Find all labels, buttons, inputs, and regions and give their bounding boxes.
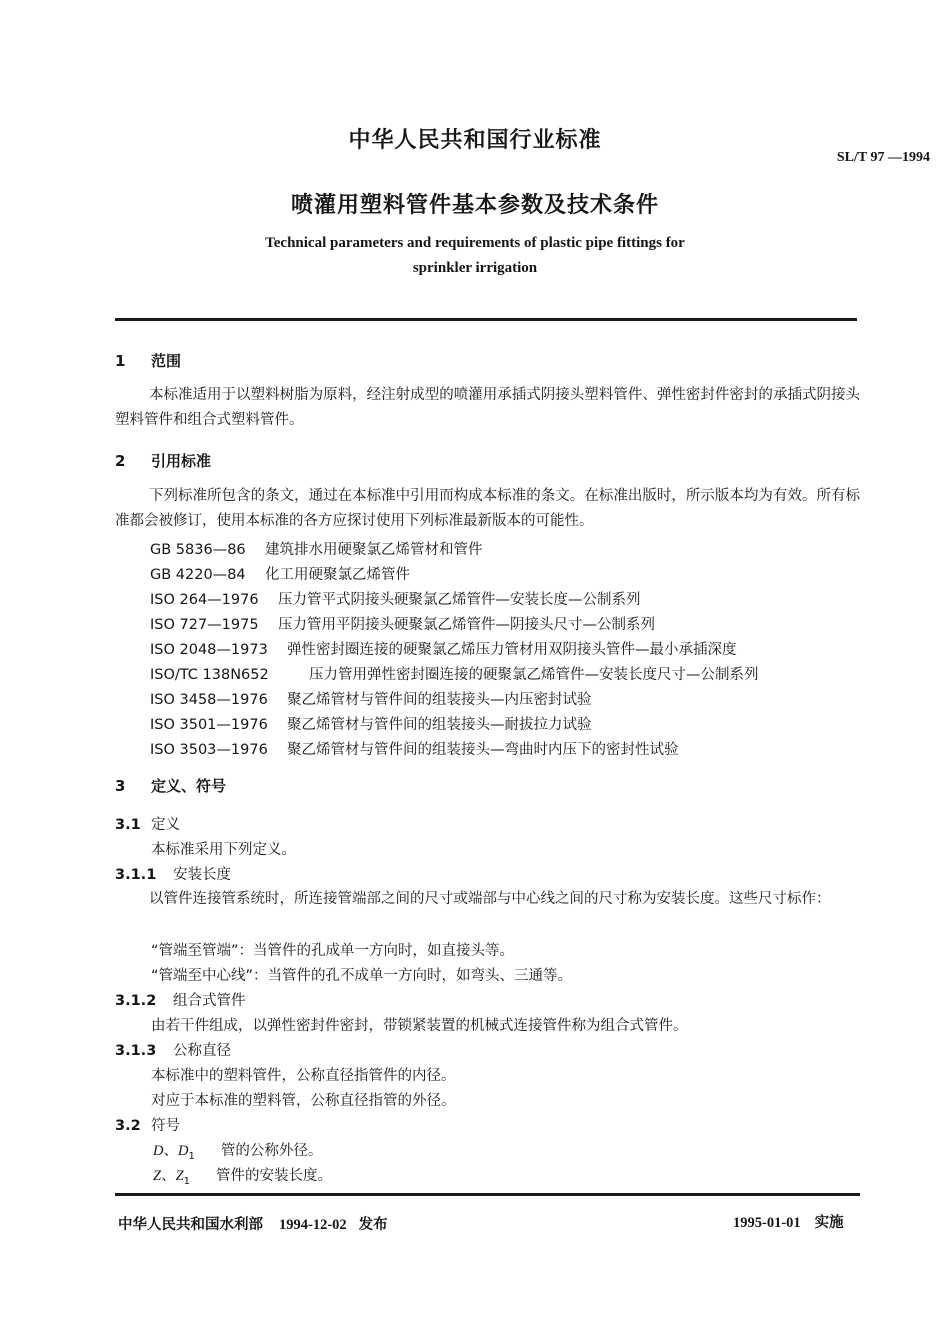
symbol-item: D、$D_1$ 管的公称外径。	[153, 1143, 323, 1162]
issue-date: 1994-12-02	[279, 1217, 347, 1233]
reference-item: ISO 2048—1973 弹性密封圈连接的硬聚氯乙烯压力管材用双阴接头管件—最小承插深度	[150, 642, 737, 658]
header-divider	[115, 318, 857, 321]
subsection-3-1-3-heading: 3.1.3 公称直径	[115, 1043, 231, 1059]
reference-item: ISO 727—1975 压力管用平阴接头硬聚氯乙烯管件—阴接头尺寸—公制系列	[150, 617, 655, 633]
section-number: 3	[115, 777, 126, 795]
reference-item: ISO 3503—1976 聚乙烯管材与管件间的组装接头—弯曲时内压下的密封性试验	[150, 742, 679, 758]
reference-item: GB 5836—86 建筑排水用硬聚氯乙烯管材和管件	[150, 542, 483, 558]
english-title-line-1: Technical parameters and requirements of plastic pipe fittings for	[265, 235, 685, 251]
reference-item: ISO/TC 138N652 压力管用弹性密封圈连接的硬聚氯乙烯管件—安装长度尺寸—公制系列	[150, 667, 759, 683]
reference-item: ISO 264—1976 压力管平式阴接头硬聚氯乙烯管件—安装长度—公制系列	[150, 592, 641, 608]
reference-item: ISO 3501—1976 聚乙烯管材与管件间的组装接头—耐拔拉力试验	[150, 717, 592, 733]
section-1-text: 本标准适用于以塑料树脂为原料，经注射成型的喷灌用承插式阴接头塑料管件、弹性密封件密封的承插式阴接头塑料管件和组合式塑料管件。	[115, 387, 860, 428]
subsection-3-1-3-text-2: 对应于本标准的塑料管，公称直径指管的外径。	[151, 1093, 456, 1109]
subsection-3-1-1-text: 以管件连接管系统时，所连接管端部之间的尺寸或端部与中心线之间的尺寸称为安装长度。这些尺寸标作：	[149, 891, 831, 907]
document-title: 喷灌用塑料管件基本参数及技术条件	[290, 193, 659, 218]
issuer: 中华人民共和国水利部	[118, 1217, 263, 1233]
subsection-3-1-heading: 3.1 定义	[115, 817, 180, 833]
footer-divider	[115, 1193, 860, 1196]
section-2-text: 下列标准所包含的条文，通过在本标准中引用而构成本标准的条文。在标准出版时，所示版本均为有效。所有标准都会被修订，使用本标准的各方应探讨使用下列标准最新版本的可能性。	[115, 488, 860, 529]
section-title: 引用标准	[151, 452, 212, 470]
standard-category: 中华人民共和国行业标准	[348, 128, 602, 153]
section-3-heading	[115, 775, 226, 796]
subsection-3-1-3-text-1: 本标准中的塑料管件，公称直径指管件的内径。	[151, 1068, 456, 1084]
section-title: 定义、符号	[151, 777, 227, 795]
implementation-date: 1995-01-01	[733, 1215, 801, 1231]
section-1-heading	[115, 350, 181, 371]
symbol-item: Z、$Z_1$ 管件的安装长度。	[153, 1168, 333, 1187]
issuer-line	[118, 1213, 388, 1234]
section-title: 范围	[151, 352, 182, 370]
subsection-3-2-heading: 3.2 符号	[115, 1118, 180, 1134]
implementation-line	[733, 1211, 844, 1232]
implementation-label: 实施	[814, 1215, 844, 1231]
reference-item: GB 4220—84 化工用硬聚氯乙烯管件	[150, 567, 410, 583]
subsection-3-1-text: 本标准采用下列定义。	[151, 842, 296, 858]
definition-item: “管端至管端”：当管件的孔成单一方向时，如直接头等。	[151, 943, 515, 959]
subsection-3-1-2-heading: 3.1.2 组合式管件	[115, 993, 246, 1009]
subsection-3-1-1-heading: 3.1.1 安装长度	[115, 867, 231, 883]
definition-item: “管端至中心线”：当管件的孔不成单一方向时，如弯头、三通等。	[151, 968, 573, 984]
standard-number: SL/T 97 —1994	[836, 150, 930, 165]
subsection-3-1-2-text: 由若干件组成，以弹性密封件密封，带锁紧装置的机械式连接管件称为组合式管件。	[151, 1018, 688, 1034]
section-number: 1	[115, 352, 126, 370]
section-2-heading	[115, 450, 211, 471]
reference-item: ISO 3458—1976 聚乙烯管材与管件间的组装接头—内压密封试验	[150, 692, 592, 708]
issue-label: 发布	[358, 1217, 388, 1233]
section-number: 2	[115, 452, 126, 470]
english-title-line-2: sprinkler irrigation	[412, 260, 538, 276]
